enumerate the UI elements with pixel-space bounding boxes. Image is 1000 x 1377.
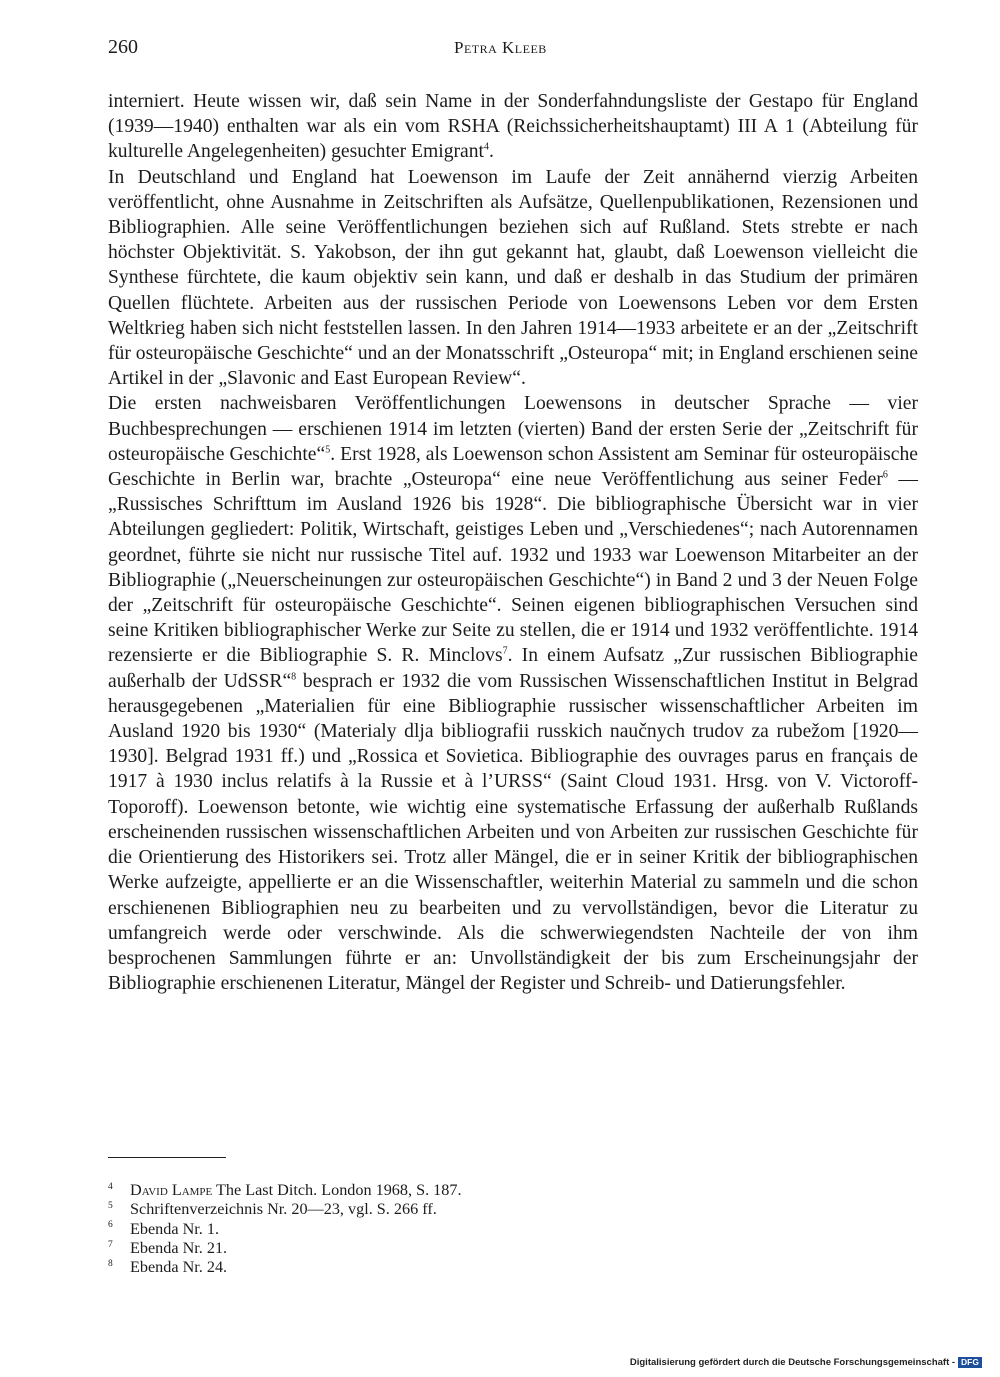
paragraph-3-text-a: Die ersten nachweisbaren Veröffentlichungen Loewensons in deutscher Sprache — vier Buchbesprechungen — erschienen 1914 im letzten (vierten) Band der ersten Serie der „Zeitschrift für osteuropäische Geschichte“ bbox=[108, 393, 918, 465]
footnote-ref-6: 6 bbox=[882, 469, 888, 481]
dfg-logo-icon: DFG bbox=[958, 1357, 982, 1368]
footnote-author: David Lampe bbox=[130, 1181, 213, 1199]
paragraph-3 bbox=[108, 391, 918, 996]
footnote-ref-5: 5 bbox=[325, 444, 331, 456]
footnote-8: 8 Ebenda Nr. 24. bbox=[108, 1258, 228, 1277]
digitization-credit bbox=[630, 1357, 982, 1368]
paragraph-1-end: . bbox=[488, 141, 494, 163]
page-number: 260 bbox=[108, 36, 138, 58]
footnote-text: Ebenda Nr. 1. bbox=[130, 1219, 220, 1238]
footnotes bbox=[108, 1181, 868, 1277]
footnote-divider bbox=[108, 1157, 226, 1158]
paragraph-3-text-b: . Erst 1928, als Loewenson schon Assistent am Seminar für osteuropäische Geschichte in Berlin war, brachte „Osteuropa“ eine neue Veröffentlichung aus seiner Feder bbox=[108, 443, 918, 491]
paragraph-3-text-d: . In einem Aufsatz „Zur russischen Bibliographie außerhalb der UdSSR“ bbox=[108, 645, 918, 692]
footnote-text: Ebenda Nr. 24. bbox=[130, 1258, 228, 1277]
footnote-7: 7 Ebenda Nr. 21. bbox=[108, 1238, 228, 1257]
footnote-ref-8: 8 bbox=[291, 671, 297, 683]
footnote-6: 6 Ebenda Nr. 1. bbox=[108, 1219, 220, 1238]
paragraph-3-text-c: — „Russisches Schrifttum im Ausland 1926 bis 1928“. Die bibliographische Übersicht war in vier Abteilungen gegliedert: Politik, Wirtschaft, geistiges Leben und „Verschiedenes“; nach Autorennamen geordnet, führte sie nicht nur russische Titel auf. 1932 und 1933 war Loewenson Mitarbeiter an der Bibliographie („Neuerscheinungen zur osteuropäischen Geschichte“) in Band 2 und 3 der Neuen Folge der „Zeitschrift für osteuropäische Geschichte“. Seinen eigenen bibliographischen Versuchen sind seine Kritiken bibliographischer Werke zur Seite zu stellen, die er 1914 und 1932 veröffentlichte. 1914 rezensierte er die Bibliographie S. R. Minclovs bbox=[108, 469, 918, 667]
footnote-text: Ebenda Nr. 21. bbox=[130, 1238, 228, 1257]
running-head: Petra Kleeb bbox=[454, 38, 547, 57]
paragraph-3-text-e: besprach er 1932 die vom Russischen Wissenschaftlichen Institut in Belgrad herausgegebenen „Materialien für eine Bibliographie russischer wissenschaftlicher Arbeiten im Ausland 1920 bis 1930“ (Materialy dlja bibliografii russkich naučnych trudov za rubežom [1920—1930]. Belgrad 1931 ff.) und „Rossica et Sovietica. Bibliographie des ouvrages parus en français de 1917 à 1930 inclus relatifs à la Russie et à l’URSS“ (Saint Cloud 1931. Hrsg. von V. Victoroff-Toporoff). Loewenson betonte, wie wichtig eine systematische Erfassung der außerhalb Rußlands erscheinenden russischen wissenschaftlichen Arbeiten und von Arbeiten zur russischen Geschichte für die Orientierung des Historikers sei. Trotz aller Mängel, die er in seiner Kritik der bibliographischen Werke aufzeigte, appellierte er an die Wissenschaftler, weiterhin Material zu sammeln und die schon erschienenen Bibliographien neu zu bearbeiten und zu vervollständigen, bevor die Literatur zu umfangreich werde oder verschwinde. Als die schwerwiegendsten Nachteile der von ihm besprochenen Sammlungen führte er an: Unvollständigkeit der bis zum Erscheinungsjahr der Bibliographie erschienenen Literatur, Mängel der Register und Schreib- und Datierungsfehler. bbox=[108, 670, 918, 995]
footnote-text: Schriftenverzeichnis Nr. 20—23, vgl. S. 266 ff. bbox=[130, 1200, 437, 1219]
footnote-ref-4: 4 bbox=[483, 141, 489, 153]
footnote-5: 5 Schriftenverzeichnis Nr. 20—23, vgl. S. 266 ff. bbox=[108, 1200, 437, 1219]
credit-text: Digitalisierung gefördert durch die Deutsche Forschungsgemeinschaft - bbox=[629, 1357, 956, 1368]
body-text bbox=[108, 89, 918, 996]
footnote-ref-7: 7 bbox=[502, 645, 508, 657]
paragraph-1 bbox=[108, 89, 918, 165]
paragraph-1-text: interniert. Heute wissen wir, daß sein Name in der Sonderfahndungsliste der Gestapo für England (1939—1940) enthalten war als ein vom RSHA (Reichssicherheitshauptamt) III A 1 (Abteilung für kulturelle Angelegenheiten) gesuchter Emigrant bbox=[108, 91, 918, 163]
footnote-4: 4 David Lampe The Last Ditch. London 1968, S. 187. bbox=[108, 1181, 462, 1199]
paragraph-2: In Deutschland und England hat Loewenson im Laufe der Zeit annähernd vierzig Arbeiten veröffentlicht, ohne Ausnahme in Zeitschriften als Aufsätze, Quellenpublikationen, Rezensionen und Bibliographien. Alle seine Veröffentlichungen beziehen sich auf Rußland. Stets strebte er nach höchster Objektivität. S. Yakobson, der ihn gut gekannt hat, glaubt, daß Loewenson vielleicht die Synthese fürchtete, die kaum objektiv sein kann, und daß er deshalb in das Studium der primären Quellen flüchtete. Arbeiten aus der russischen Periode von Loewensons Leben vor dem Ersten Weltkrieg haben sich nicht feststellen lassen. In den Jahren 1914—1933 arbeitete er an der „Zeitschrift für osteuropäische Geschichte“ und an der Monatsschrift „Osteuropa“ mit; in England erschienen seine Artikel in der „Slavonic and East European Review“. bbox=[108, 166, 918, 390]
footnote-text: The Last Ditch. London 1968, S. 187. bbox=[212, 1181, 462, 1199]
